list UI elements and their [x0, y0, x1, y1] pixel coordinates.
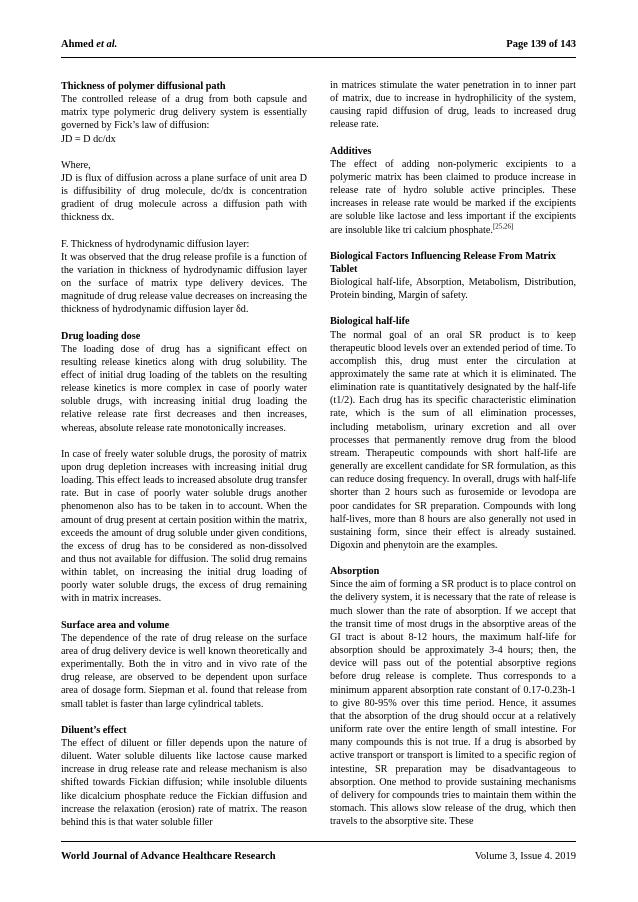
- paragraph-text: The effect of adding non-polymeric excipients to a polymeric matrix has been claimed to produce increase in release rate of hydro soluble active principles. These increases in release rate would be marked if the excipients are soluble like lactose and less important if the excipients are insoluble like tri calcium phosphate.: [330, 158, 576, 236]
- page-number: Page 139 of 143: [506, 39, 576, 50]
- paragraph: [330, 158, 576, 237]
- paragraph: The normal goal of an oral SR product is to keep therapeutic blood levels over an extended period of time. To accomplish this, drug must enter the circulation at approximately the same rate at which it is eliminated. The elimination rate is quantitatively designated by the half-life (t1/2). Each drug has its specific characteristic elimination rate, which is the sum of all elimination processes, including metabolism, urinary excretion and all over processes that permanently remove drug from the blood stream. Therapeutic compounds with short half-life are generally are excellent candidate for SR formulation, as this can reduce dosing frequency. In overall, drugs with half-life shorter than 2 hours such as furosemide or levodopa are poor candidates for SR preparation. Compounds with long half-lives, more than 8 hours are also generally not used in sustaining form, since their effect is already sustained. Digoxin and phenytoin are the examples.: [330, 329, 576, 551]
- paragraph: The controlled release of a drug from both capsule and matrix type polymeric drug delivery system is essentially governed by Fick’s law of diffusion:: [61, 94, 307, 132]
- equation: JD = D dc/dx: [61, 133, 116, 145]
- paragraph: JD is flux of diffusion across a plane surface of unit area D is diffusibility of drug molecule, dc/dx is concentration gradient of drug molecule across a diffusion path with thickness dx.: [61, 172, 307, 224]
- paragraph: The dependence of the rate of drug release on the surface area of drug delivery device is well known theoretically and experimentally. Both the in vitro and in vivo rate of the drug release, are observed to be dependent upon surface area of dosage form. Siepman et al. found that release from small tablet is faster than large cylindrical tablets.: [61, 632, 307, 710]
- author-name: Ahmed: [61, 39, 94, 50]
- section-title: Diluent’s effect: [61, 724, 127, 736]
- paragraph: The effect of diluent or filler depends upon the nature of diluent. Water soluble diluents like lactose cause marked increase in drug release rate and release mechanism is also shifted towards Fickian diffusion; while insoluble diluents like dicalcium phosphate reduce the Fickian diffusion and increase the relaxation (erosion) rate of matrix. The reason behind this is that water soluble filler: [61, 737, 307, 828]
- footer-rule: [61, 841, 576, 842]
- left-column: [61, 80, 307, 842]
- page-header: [61, 39, 576, 55]
- right-column: [330, 79, 576, 841]
- section-title: Absorption: [330, 566, 380, 578]
- section-title: Biological Factors Influencing Release From Matrix Tablet: [330, 250, 556, 275]
- paragraph: Since the aim of forming a SR product is to place control on the delivery system, it is necessary that the rate of release is much slower than the rate of absorption. If we accept that the transit time of most drugs in the absorptive areas of the GI tract is about 8-12 hours, the maximum half-life for absorption should be approximately 3-4 hours; then, the device will pass out of the potential absorptive regions before drug release is complete. Thus corresponds to a minimum apparent absorption rate constant of 0.17-0.23h-1 to give 80-95% over this time period. Hence, it assumes that the absorption of the drug should occur at a relatively uniform rate over the entire length of small intestine. For many compounds this is not true. If a drug is absorbed by active transport or transport is limited to a specific region of intestine, SR preparation may be disadvantageous to absorption. One method to provide sustaining mechanisms of delivery for compounds tries to maintain them within the stomach. This allows slow release of the drug, which then travels to the absorptive site. These: [330, 579, 576, 828]
- paragraph: The loading dose of drug has a significant effect on resulting release kinetics along with drug solubility. The effect of initial drug loading of the tablets on the resulting release kinetics is more complex in case of poorly water soluble drugs, with increasing initial drug loading the relative release rate first decreases and then increases, whereas, absolute release rate monotonically increases.: [61, 343, 307, 434]
- paragraph: in matrices stimulate the water penetration in to inner part of matrix, due to increase in hydrophilicity of the system, causing rapid diffusion of drug, leads to increased drug release rate.: [330, 80, 576, 131]
- header-rule: [61, 57, 576, 58]
- paragraph: It was observed that the drug release profile is a function of the variation in thickness of hydrodynamic diffusion layer on the surface of matrix type delivery devices. The magnitude of drug release value decreases on increasing the thickness of hydrodynamic diffusion layer δd.: [61, 251, 307, 316]
- paragraph: Where,: [61, 159, 91, 171]
- section-title: Drug loading dose: [61, 330, 141, 342]
- section-title: Thickness of polymer diffusional path: [61, 81, 226, 92]
- section-title: F. Thickness of hydrodynamic diffusion layer:: [61, 238, 250, 250]
- author-etal: et al.: [96, 39, 118, 50]
- section-title: Biological half-life: [330, 316, 410, 328]
- volume-issue: Volume 3, Issue 4. 2019: [474, 851, 576, 862]
- section-title: Surface area and volume: [61, 619, 170, 631]
- section-title: Additives: [330, 145, 372, 157]
- running-author: [61, 39, 117, 50]
- paragraph: Biological half-life, Absorption, Metabolism, Distribution, Protein binding, Margin of safety.: [330, 277, 576, 302]
- journal-name: World Journal of Advance Healthcare Research: [61, 851, 276, 862]
- citation: [25,26]: [492, 222, 514, 231]
- page-footer: [61, 851, 576, 867]
- paragraph: In case of freely water soluble drugs, the porosity of matrix upon drug depletion increases with increasing initial drug loading. This effect leads to increased absolute drug transfer rate. But in case of poorly water soluble drugs another phenomenon also has to be taken in to account. When the amount of drug present at certain position within the matrix, exceeds the amount of drug soluble under given conditions, the excess of drug has to be considered as non-dissolved and thus not available for diffusion. The solid drug remains within tablet, on increasing the initial drug loading of poorly water soluble drugs, the excess of drug remaining with in matrix increases.: [61, 448, 307, 605]
